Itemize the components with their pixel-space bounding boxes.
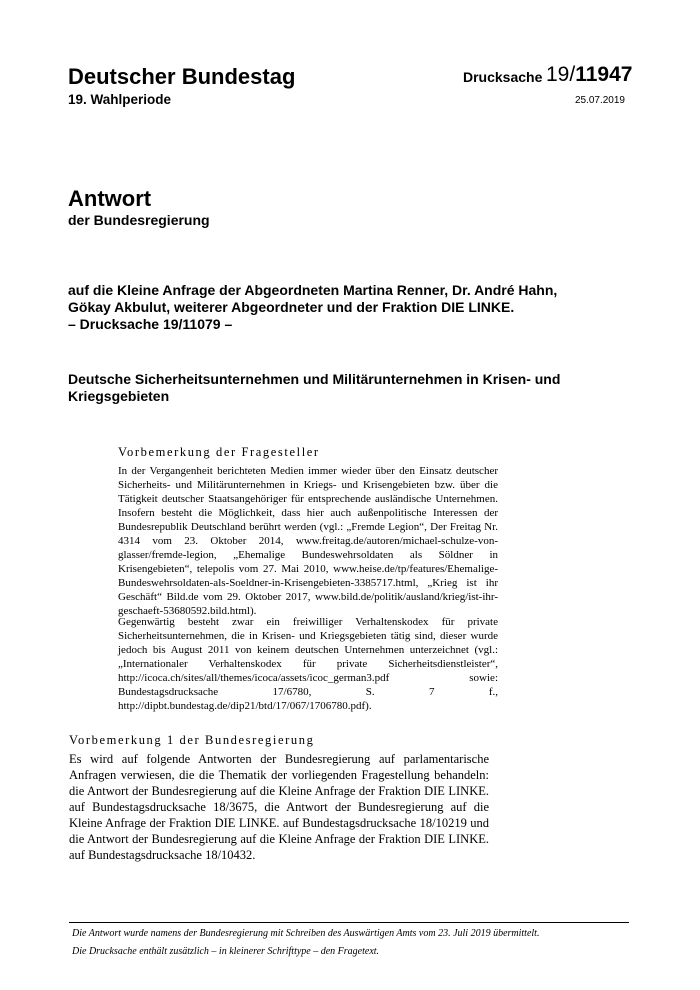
questioner-preface-heading: Vorbemerkung der Fragesteller bbox=[118, 445, 320, 459]
document-date: 25.07.2019 bbox=[574, 95, 625, 106]
inquiry-line: Gökay Akbulut, weiterer Abgeordneter und der Fraktion DIE LINKE. bbox=[68, 299, 515, 315]
inquiry-reference bbox=[68, 282, 588, 333]
government-preface-paragraph: Es wird auf folgende Antworten der Bundesregierung auf parlamentarische Anfragen verwiesen, die die Thematik der vorliegenden Fragestellung behandeln: die Antwort der Bundesregierung auf die Kleine Anfrage der Fraktion DIE LINKE. auf Bundestagsdrucksache 18/3675, die Antwort der Bundesregierung auf die Kleine Anfrage der Fraktion DIE LINKE. auf Bundestagsdrucksache 18/10219 und die Antwort der Bundesregierung auf die Kleine Anfrage der Fraktion DIE LINKE. auf Bundestagsdrucksache 18/10432. bbox=[69, 752, 489, 862]
drucksache-label: Drucksache bbox=[463, 69, 543, 85]
footer-note: Die Antwort wurde namens der Bundesregierung mit Schreiben des Auswärtigen Amts vom 23. Juli 2019 übermittelt. bbox=[72, 928, 540, 939]
questioner-preface-paragraph: In der Vergangenheit berichteten Medien immer wieder über den Einsatz deutscher Sicherheits- und Militärunternehmen in Kriegs- und Krisengebieten bzw. über die Tätigkeit deutscher Staatsangehöriger für entsprechende ausländische Unternehmen. Insofern besteht die Möglichkeit, dass hier auch außenpolitische Interessen der Bundesrepublik Deutschland berührt werden (vgl.: „Fremde Legion“, Der Freitag Nr. 4314 vom 23. Oktober 2014, www.freitag.de/autoren/michael-schulze-von-glasser/fremde-legion, „Ehemalige Bundeswehrsoldaten als Söldner in Krisengebieten“, telepolis vom 27. Mai 2010, www.heise.de/tp/features/Ehemalige-Bundeswehrsoldaten-als-Soeldner-in-Krisengebieten-3385717.html, „Krieg ist ihr Geschäft“ Bild.de vom 29. Oktober 2017, www.bild.de/politik/ausland/krieg/ist-ihr-geschaeft-53680592.bild.html). bbox=[118, 465, 498, 617]
legislative-period: 19. Wahlperiode bbox=[68, 92, 172, 107]
questioner-preface-paragraph: Gegenwärtig besteht zwar ein freiwilliger Verhaltenskodex für private Sicherheitsunternehmen, die in Krisen- und Kriegsgebieten tätig sind, dieser wurde jedoch bis August 2011 von keinem deutschen Unternehmen unterzeichnet (vgl.: „Internationaler Verhaltenskodex für private Sicherheitsdienstleister“, http://icoca.ch/sites/all/themes/icoca/assets/icoc_german3.pdf sowie: Bundestagsdrucksache 17/6780, S. 7 f., http://dipbt.bundestag.de/dip21/btd/17/067/1706780.pdf). bbox=[118, 616, 498, 712]
drucksache-number bbox=[546, 63, 632, 87]
footer-divider bbox=[69, 922, 629, 923]
footer-note: Die Drucksache enthält zusätzlich – in kleinerer Schrifttype – den Fragetext. bbox=[72, 946, 380, 957]
document-subtitle: der Bundesregierung bbox=[68, 212, 210, 228]
drucksache-id: 11947 bbox=[575, 63, 633, 86]
document-type: Antwort bbox=[68, 186, 152, 211]
inquiry-line: auf die Kleine Anfrage der Abgeordneten Martina Renner, Dr. André Hahn, bbox=[68, 282, 558, 298]
drucksache-prefix: 19/ bbox=[546, 63, 576, 86]
parliament-title: Deutscher Bundestag bbox=[68, 64, 296, 89]
topic-line: Kriegsgebieten bbox=[68, 388, 170, 404]
topic-title bbox=[68, 371, 588, 405]
government-preface-heading: Vorbemerkung 1 der Bundesregierung bbox=[69, 733, 315, 747]
inquiry-line: – Drucksache 19/11079 – bbox=[68, 316, 233, 332]
topic-line: Deutsche Sicherheitsunternehmen und Militärunternehmen in Krisen- und bbox=[68, 371, 561, 387]
